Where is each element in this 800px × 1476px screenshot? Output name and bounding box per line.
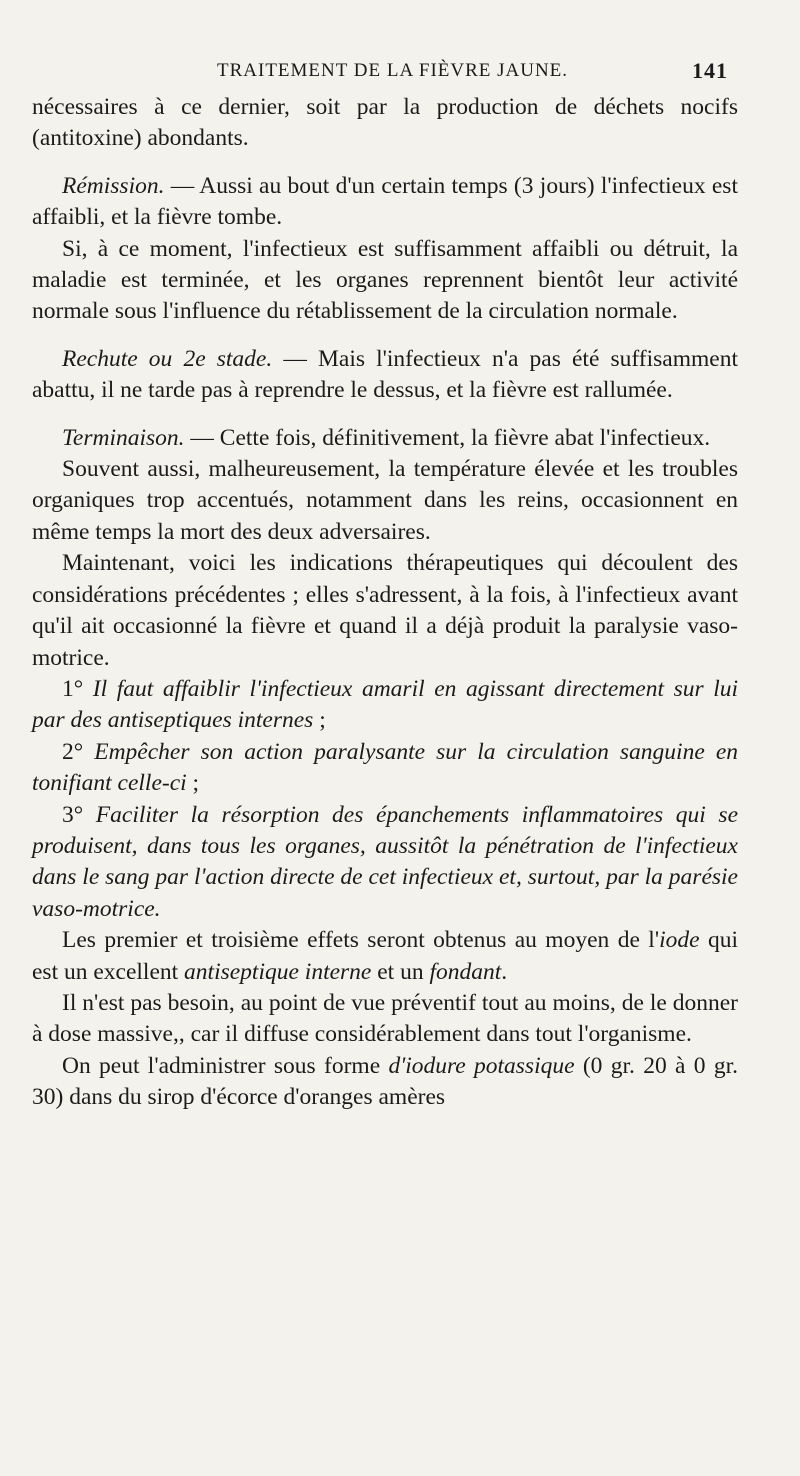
section-lead: Terminaison.	[62, 424, 185, 451]
section-lead: Rémission.	[62, 172, 165, 199]
paragraph: Souvent aussi, malheureusement, la température élevée et les troubles organiques trop accentués, notamment dans les reins, occasionnent en même temps la mort des deux adversaires.	[32, 456, 738, 545]
paragraph-remission: Rémission. — Aussi au bout d'un certain temps (3 jours) l'infectieux est affaibli, et la fièvre tombe.	[32, 172, 738, 231]
section-lead: Rechute ou 2e stade.	[62, 345, 273, 372]
indication-2: 2° Empêcher son action paralysante sur la circulation sanguine en tonifiant celle-ci ;	[32, 738, 739, 797]
list-number: 2°	[62, 738, 84, 765]
paragraph-rechute: Rechute ou 2e stade. — Mais l'infectieux n'a pas été suffisamment abattu, il ne tarde pas à reprendre le dessus, et la fièvre est rallumée.	[32, 345, 738, 404]
paragraph-iode: Les premier et troisième effets seront obtenus au moyen de l'iode qui est un excellent antiseptique interne et un fondant.	[32, 927, 739, 985]
list-number: 1°	[62, 675, 84, 702]
indication-3: 3° Faciliter la résorption des épanchements inflammatoires qui se produisent, dans tous les organes, aussitôt la pénétration de l'infectieux dans le sang par l'action directe de cet infectieux et, surtout, par la parésie vaso-motrice.	[32, 801, 739, 922]
paragraph: Si, à ce moment, l'infectieux est suffisamment affaibli ou détruit, la maladie est terminée, et les organes reprennent bientôt leur activité normale sous l'influence du rétablissement de la circulation normale.	[32, 235, 738, 325]
indication-1: 1° Il faut affaiblir l'infectieux amaril en agissant directement sur lui par des antiseptiques internes ;	[32, 675, 739, 734]
paragraph: Il n'est pas besoin, au point de vue préventif tout au moins, de le donner à dose massive,, car il diffuse considérablement dans tout l'organisme.	[32, 989, 738, 1048]
paragraph-terminaison: Terminaison. — Cette fois, définitivement, la fièvre abat l'infectieux.	[62, 424, 711, 451]
list-number: 3°	[62, 801, 84, 828]
paragraph: nécessaires à ce dernier, soit par la production de déchets nocifs (antitoxine) abondants.	[32, 94, 738, 152]
paragraph-iodure: On peut l'administrer sous forme d'iodure potassique (0 gr. 20 à 0 gr. 30) dans du sirop d'écorce d'oranges amères	[32, 1052, 738, 1111]
running-title: TRAITEMENT DE LA FIÈVRE JAUNE.	[217, 60, 569, 81]
paragraph: Maintenant, voici les indications thérapeutiques qui découlent des considérations précédentes ; elles s'adressent, à la fois, à l'infectieux avant qu'il ait occasionné la fièvre et quand il a déjà produit la paralysie vaso-motrice.	[32, 550, 738, 671]
page-body	[32, 92, 738, 1114]
running-header	[32, 52, 738, 92]
page-number: 141	[692, 58, 728, 83]
